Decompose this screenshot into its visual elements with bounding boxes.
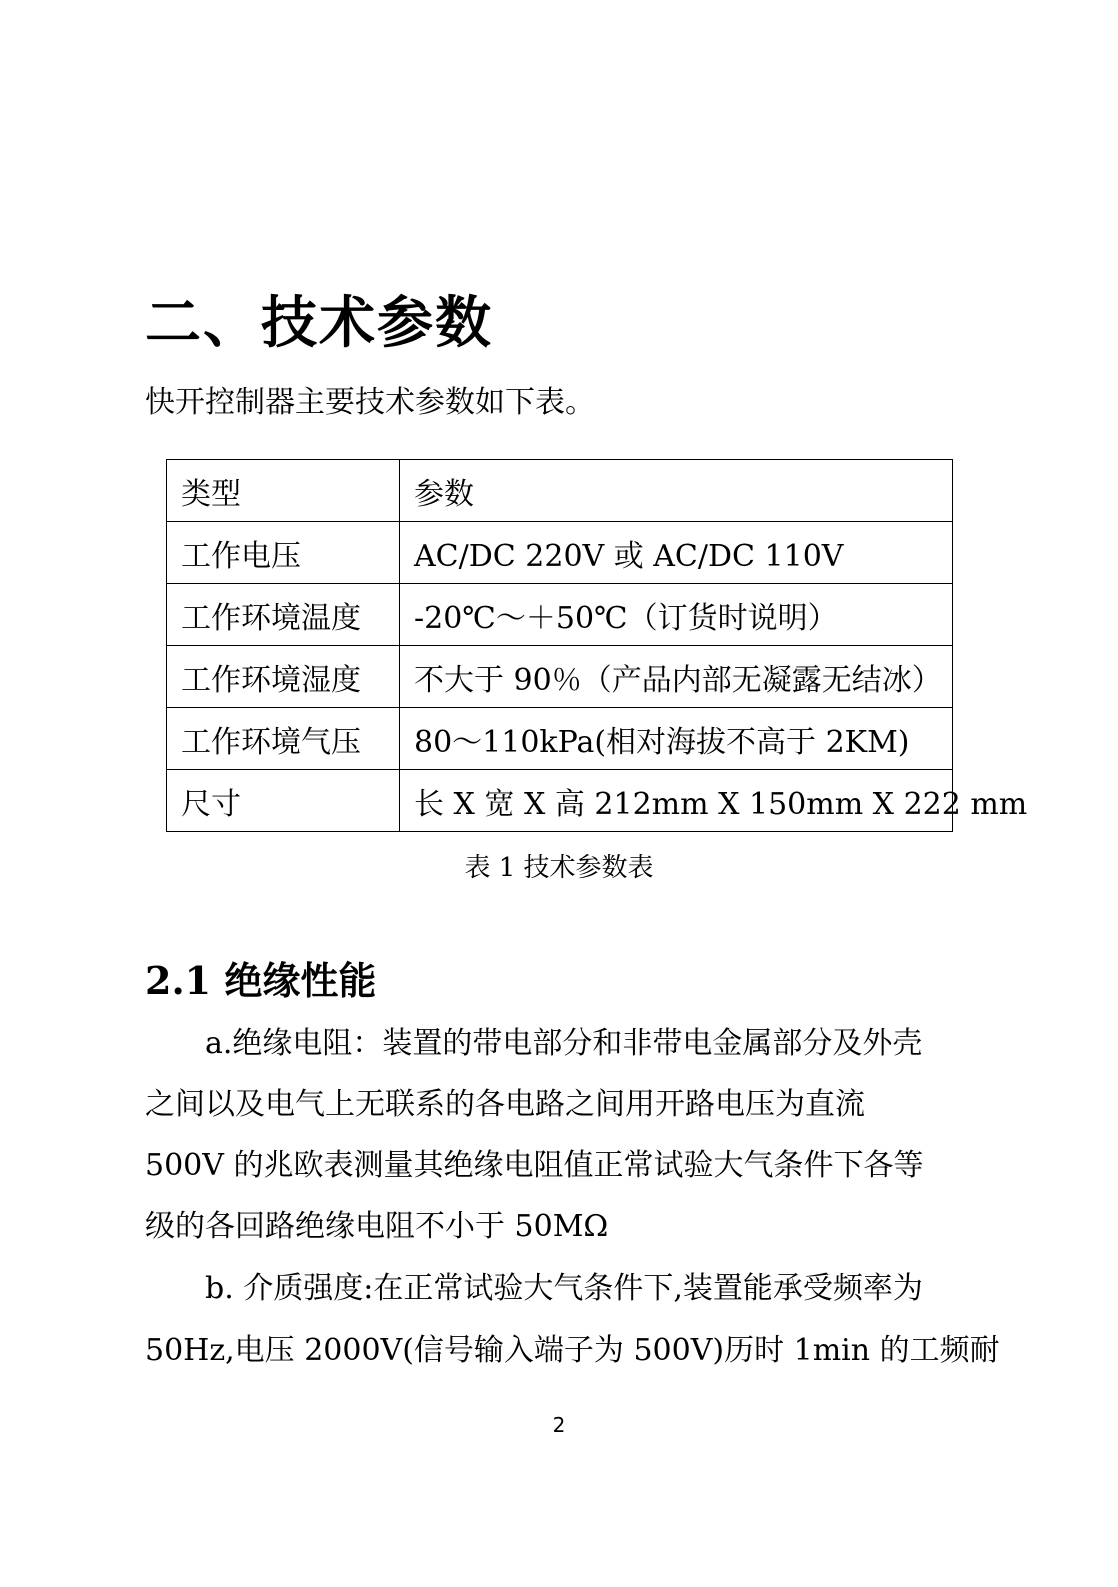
- table-cell-param: 80～110kPa(相对海拔不高于 2KM): [400, 708, 953, 770]
- table-cell-param: AC/DC 220V 或 AC/DC 110V: [400, 522, 953, 584]
- table-row: [167, 584, 953, 646]
- table-cell-type: 工作电压: [167, 522, 400, 584]
- parameters-table: [166, 459, 1028, 832]
- paragraph-line: 50Hz,电压 2000V(信号输入端子为 500V)历时 1min 的工频耐: [145, 1333, 1000, 1368]
- table-cell-param: 不大于 90％（产品内部无凝露无结冰）: [400, 646, 953, 708]
- table-header-row: [167, 460, 953, 522]
- table-row: [167, 770, 953, 832]
- table-cell-type: 尺寸: [167, 770, 400, 832]
- table-row: [167, 646, 953, 708]
- paragraph-line: a.绝缘电阻：装置的带电部分和非带电金属部分及外壳: [205, 1026, 923, 1061]
- table-cell-param: -20℃～＋50℃（订货时说明）: [400, 584, 953, 646]
- table-cell-type: 工作环境湿度: [167, 646, 400, 708]
- page-number: 2: [552, 1413, 566, 1437]
- paragraph-line: b. 介质强度:在正常试验大气条件下,装置能承受频率为: [205, 1271, 923, 1306]
- table-cell-param: 长 X 宽 X 高 212mm X 150mm X 222 mm: [400, 770, 953, 832]
- intro-paragraph: 快开控制器主要技术参数如下表。: [145, 385, 595, 420]
- table-row: [167, 708, 953, 770]
- table-cell-type: 工作环境气压: [167, 708, 400, 770]
- table-cell-type: 工作环境温度: [167, 584, 400, 646]
- paragraph-line: 之间以及电气上无联系的各电路之间用开路电压为直流: [145, 1087, 865, 1122]
- table-caption: 表 1 技术参数表: [464, 853, 654, 883]
- table-header-param: 参数: [400, 460, 953, 522]
- paragraph-line: 级的各回路绝缘电阻不小于 50MΩ: [145, 1209, 609, 1244]
- subsection-title: 2.1 绝缘性能: [145, 958, 377, 1003]
- table-row: [167, 522, 953, 584]
- table-header-type: 类型: [167, 460, 400, 522]
- section-heading: 二、技术参数: [145, 290, 493, 356]
- paragraph-line: 500V 的兆欧表测量其绝缘电阻值正常试验大气条件下各等: [145, 1148, 924, 1183]
